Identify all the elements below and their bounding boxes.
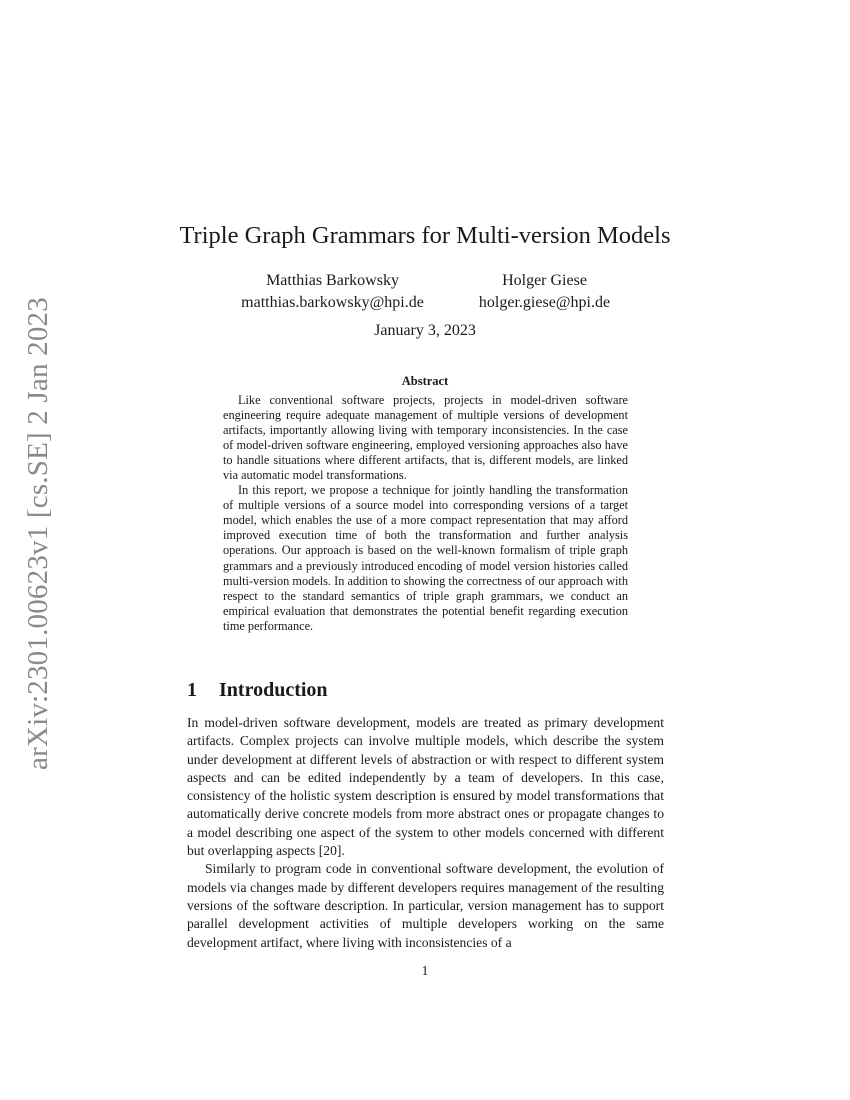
author-block [462,270,627,314]
abstract-paragraph: In this report, we propose a technique for jointly handling the transformation of multiple versions of a source model into corresponding versions of a target model, which enables the use of a more compact representation that may afford improved execution time of both the transformation and further analysis operations. Our approach is based on the well-known formalism of triple graph grammars and a previously introduced encoding of model version histories called multi-version models. In addition to showing the correctness of our approach with respect to the standard semantics of triple graph grammars, we conduct an empirical evaluation that demonstrates the potential benefit regarding execution time performance. [223,483,628,633]
section-title: Introduction [219,679,328,701]
paper-date: January 3, 2023 [374,322,476,339]
page-number: 1 [421,963,429,978]
author-block [225,270,440,314]
author-email: holger.giese@hpi.de [478,294,611,311]
abstract-body [223,393,628,634]
section-heading [187,679,328,702]
author-name: Matthias Barkowsky [266,272,399,289]
arxiv-identifier-stamp: arXiv:2301.00623v1 [cs.SE] 2 Jan 2023 [22,297,54,770]
abstract-heading: Abstract [401,374,449,388]
author-email: matthias.barkowsky@hpi.de [241,294,424,311]
section-body [187,714,664,952]
author-name: Holger Giese [502,272,587,289]
body-paragraph: Similarly to program code in conventional software development, the evolution of models via changes made by different developers requires management of the resulting versions of the software description. In particular, version management has to support parallel development activities of multiple developers working on the same development artifact, where living with inconsistencies of a [187,861,664,950]
section-number: 1 [187,679,197,701]
abstract-paragraph: Like conventional software projects, projects in model-driven software engineering require adequate management of multiple versions of development artifacts, importantly allowing living with temporary inconsistencies. In the case of model-driven software engineering, employed versioning approaches also have to handle situations where different artifacts, that is, different models, are linked via automatic model transformations. [223,393,628,483]
paper-title: Triple Graph Grammars for Multi-version Models [179,222,671,249]
body-paragraph: In model-driven software development, models are treated as primary development artifacts. Complex projects can involve multiple models, which describe the system under development at different levels of abstraction or with respect to different system aspects and can be edited independently by a team of developers. In this case, consistency of the holistic system description is ensured by model transformations that automatically derive concrete models from more abstract ones or propagate changes to a model describing one aspect of the system to other models concerned with different but overlapping aspects [20]. [187,715,664,859]
